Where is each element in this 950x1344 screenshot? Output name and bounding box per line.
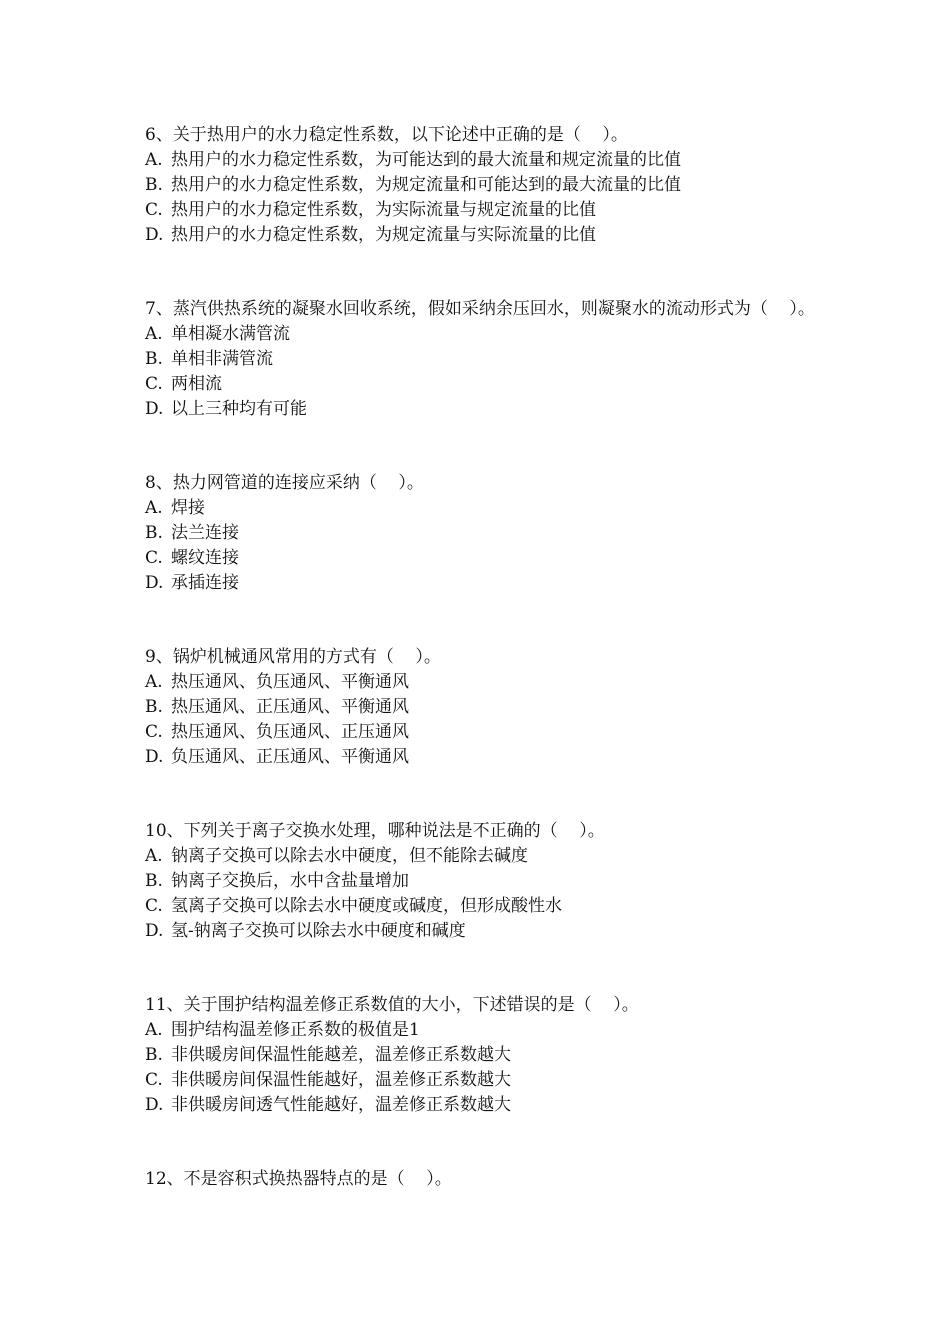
question-8 [145, 471, 825, 596]
option-a: A. 焊接 [145, 498, 205, 518]
option-d: D. 承插连接 [145, 573, 239, 593]
option-a: A. 热压通风、负压通风、平衡通风 [145, 672, 409, 692]
option-c: C. 两相流 [145, 374, 222, 394]
question-text: 7、蒸汽供热系统的凝聚水回收系统，假如采纳余压回水，则凝聚水的流动形式为（ ）。 [145, 299, 815, 319]
option-b: B. 非供暖房间保温性能越差，温差修正系数越大 [145, 1045, 511, 1065]
option-d: D. 负压通风、正压通风、平衡通风 [145, 747, 409, 767]
question-text: 8、热力网管道的连接应采纳（ ）。 [145, 473, 424, 493]
option-d: D. 非供暖房间透气性能越好，温差修正系数越大 [145, 1095, 511, 1115]
question-list [145, 123, 825, 1192]
question-text: 12、不是容积式换热器特点的是（ ）。 [145, 1169, 452, 1189]
question-text: 6、关于热用户的水力稳定性系数，以下论述中正确的是（ ）。 [145, 125, 628, 145]
question-11 [145, 993, 825, 1118]
question-text: 9、锅炉机械通风常用的方式有（ ）。 [145, 647, 441, 667]
option-a: A. 热用户的水力稳定性系数，为可能达到的最大流量和规定流量的比值 [145, 150, 681, 170]
question-7 [145, 297, 825, 422]
question-6 [145, 123, 825, 248]
option-b: B. 法兰连接 [145, 523, 239, 543]
question-text: 10、下列关于离子交换水处理，哪种说法是不正确的（ ）。 [145, 821, 605, 841]
option-b: B. 钠离子交换后，水中含盐量增加 [145, 871, 409, 891]
question-12 [145, 1167, 825, 1192]
option-a: A. 围护结构温差修正系数的极值是1 [145, 1020, 420, 1040]
option-b: B. 热用户的水力稳定性系数，为规定流量和可能达到的最大流量的比值 [145, 175, 681, 195]
option-b: B. 热压通风、正压通风、平衡通风 [145, 697, 409, 717]
option-c: C. 非供暖房间保温性能越好，温差修正系数越大 [145, 1070, 511, 1090]
option-c: C. 热用户的水力稳定性系数，为实际流量与规定流量的比值 [145, 200, 596, 220]
option-d: D. 热用户的水力稳定性系数，为规定流量与实际流量的比值 [145, 225, 596, 245]
option-c: C. 氢离子交换可以除去水中硬度或碱度，但形成酸性水 [145, 896, 562, 916]
option-d: D. 氢-钠离子交换可以除去水中硬度和碱度 [145, 921, 466, 941]
question-text: 11、关于围护结构温差修正系数值的大小，下述错误的是（ ）。 [145, 995, 639, 1015]
option-a: A. 钠离子交换可以除去水中硬度，但不能除去碱度 [145, 846, 528, 866]
option-a: A. 单相凝水满管流 [145, 324, 290, 344]
option-c: C. 热压通风、负压通风、正压通风 [145, 722, 409, 742]
option-c: C. 螺纹连接 [145, 548, 239, 568]
question-9 [145, 645, 825, 770]
option-d: D. 以上三种均有可能 [145, 399, 307, 419]
option-b: B. 单相非满管流 [145, 349, 273, 369]
question-10 [145, 819, 825, 944]
